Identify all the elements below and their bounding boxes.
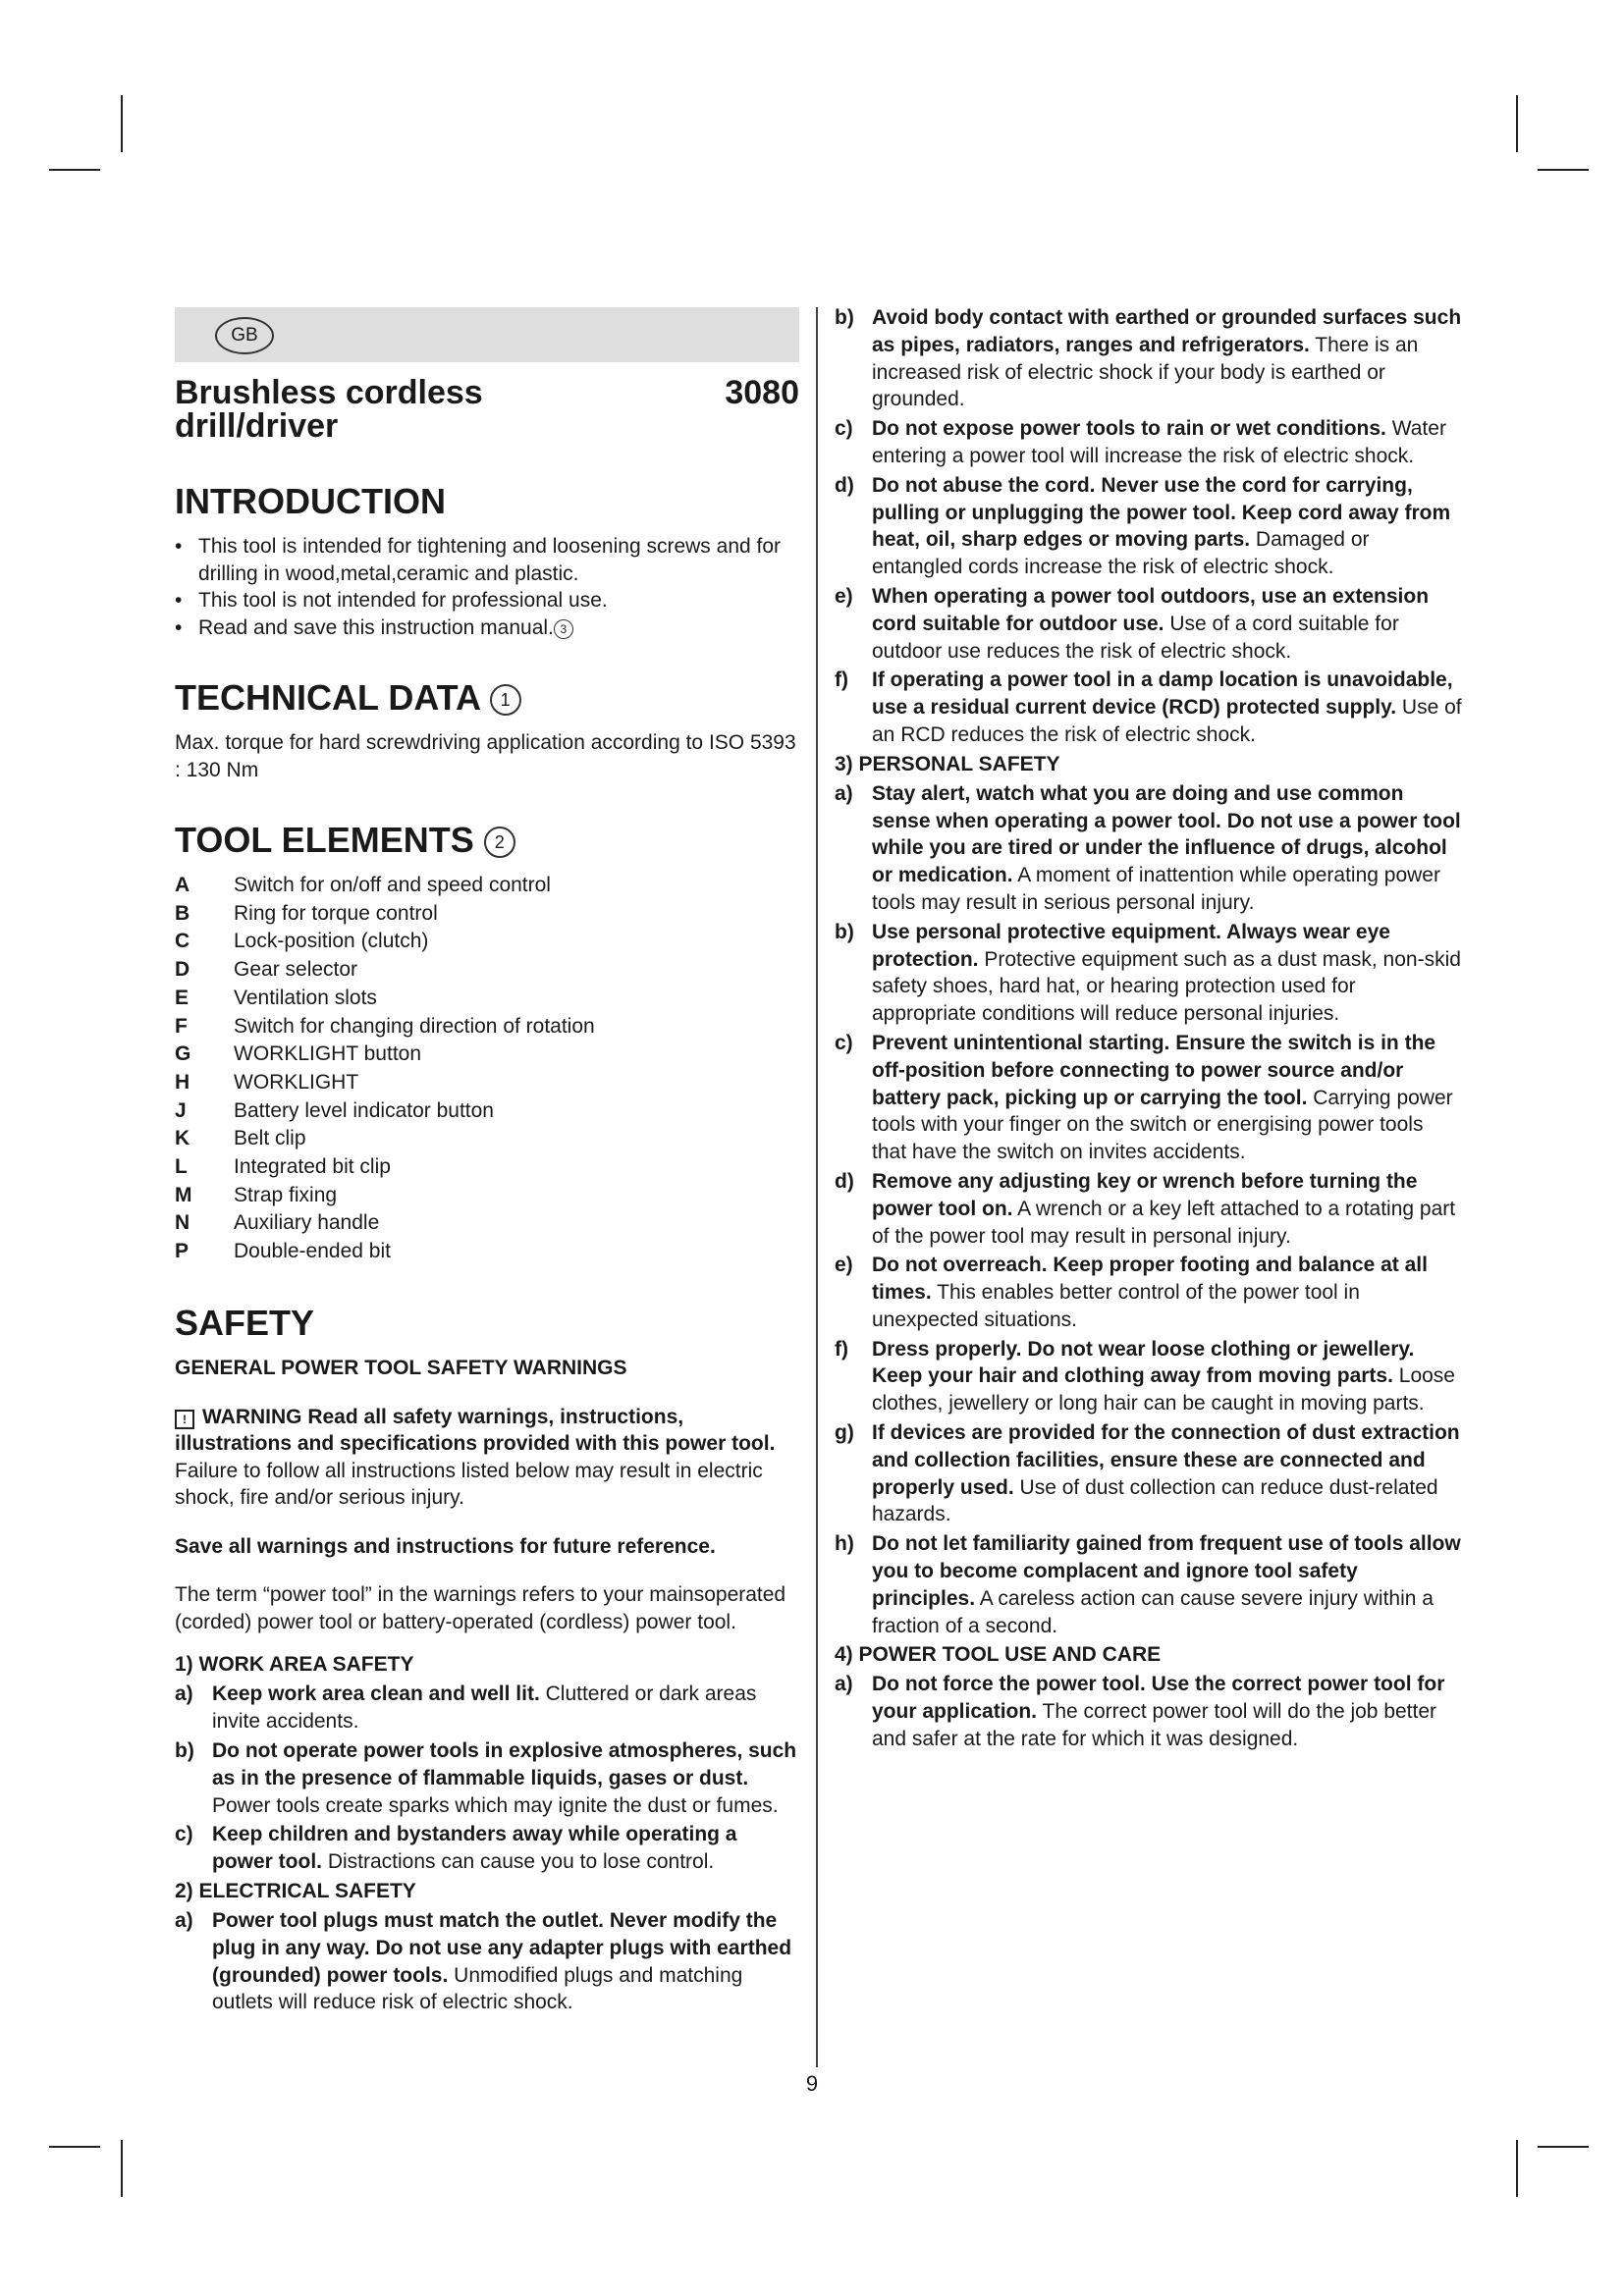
section-heading: 2) ELECTRICAL SAFETY <box>175 1879 416 1902</box>
item-text <box>872 780 1463 917</box>
item-label: b) <box>835 920 854 943</box>
item-bold: Do not let familiarity gained from frequent use of tools allow you to become complacent and ignore tool safety principles. <box>872 1532 1461 1610</box>
safety-item <box>835 780 1463 917</box>
item-normal: A careless action can cause severe injury within a fraction of a second. <box>872 1586 1434 1637</box>
safety-subheading: GENERAL POWER TOOL SAFETY WARNINGS <box>175 1356 627 1379</box>
safety-heading: SAFETY <box>175 1302 315 1343</box>
item-normal: Distractions can cause you to lose control. <box>322 1850 715 1874</box>
list-item <box>175 872 799 900</box>
safety-item <box>835 304 1463 413</box>
element-letter: H <box>175 1070 190 1094</box>
item-text <box>212 1681 799 1735</box>
item-label: d) <box>835 1169 854 1193</box>
item-bold: Do not operate power tools in explosive atmospheres, such as in the presence of flammable liquids, gases or dust. <box>212 1738 797 1789</box>
section-heading: 4) POWER TOOL USE AND CARE <box>835 1643 1162 1667</box>
item-normal: This enables better control of the power tool in unexpected situations. <box>872 1281 1360 1331</box>
item-label: f) <box>835 1337 848 1361</box>
safety-item <box>175 1737 799 1819</box>
item-text <box>872 472 1463 581</box>
item-label: e) <box>835 1254 853 1277</box>
element-label: Auxiliary handle <box>234 1211 380 1235</box>
safety-item <box>835 919 1463 1028</box>
safety-item <box>175 1907 799 2016</box>
safety-item <box>835 1168 1463 1250</box>
item-text <box>872 919 1463 1028</box>
safety-item <box>835 415 1463 470</box>
safety-item <box>835 1530 1463 1639</box>
item-text <box>872 1419 1463 1528</box>
element-letter: P <box>175 1240 189 1263</box>
warning-paragraph <box>175 1404 799 1512</box>
list-item <box>175 1153 799 1182</box>
element-letter: C <box>175 930 190 953</box>
item-bold: Keep work area clean and well lit. <box>212 1682 540 1706</box>
element-letter: N <box>175 1211 190 1235</box>
item-normal: Carrying power tools with your finger on the switch or energising power tools that have the switch on invites accidents. <box>872 1086 1453 1164</box>
list-item <box>175 985 799 1013</box>
list-item <box>175 1209 799 1238</box>
item-label: c) <box>835 1031 853 1054</box>
crop-mark <box>1516 2140 1518 2197</box>
item-text <box>872 1671 1463 1752</box>
element-letter: K <box>175 1127 190 1150</box>
list-item <box>175 1125 799 1153</box>
title-line-2: drill/driver <box>175 407 339 445</box>
item-bold: Prevent unintentional starting. Ensure the switch is in the off-position before connecting to power source and/or battery pack, picking up or carrying the tool. <box>872 1031 1436 1109</box>
item-label: a) <box>175 1908 193 1932</box>
warning-icon: ! <box>175 1410 194 1429</box>
item-bold: When operating a power tool outdoors, use an extension cord suitable for outdoor use. <box>872 584 1430 635</box>
item-bold: Remove any adjusting key or wrench before turning the power tool on. <box>872 1169 1418 1220</box>
list-item: • This tool is not intended for professional use. <box>175 587 799 614</box>
elements-heading <box>175 821 799 860</box>
item-bold: Avoid body contact with earthed or grounded surfaces such as pipes, radiators, ranges and refrigerators. <box>872 306 1462 356</box>
list-item: • This tool is intended for tightening and loosening screws and for drilling in wood,metal,ceramic and plastic. <box>175 533 799 587</box>
page-title <box>175 376 799 443</box>
element-label: Lock-position (clutch) <box>234 930 429 953</box>
right-column <box>835 302 1463 1753</box>
safety-item <box>835 667 1463 748</box>
item-normal: Use of dust collection can reduce dust-related hazards. <box>872 1475 1438 1526</box>
title-block <box>175 376 799 443</box>
list-item <box>175 1238 799 1266</box>
item-bold: If operating a power tool in a damp location is unavoidable, use a residual current device (RCD) protected supply. <box>872 668 1453 720</box>
item-bold: Do not force the power tool. Use the correct power tool for your application. <box>872 1673 1445 1724</box>
item-text <box>212 1821 799 1876</box>
item-text <box>872 1530 1463 1639</box>
element-label: Strap fixing <box>234 1183 338 1206</box>
model-number: 3080 <box>725 374 799 411</box>
item-normal: Use of an RCD reduces the risk of electric shock. <box>872 696 1462 746</box>
element-label: Gear selector <box>234 958 358 982</box>
item-normal: Unmodified plugs and matching outlets will reduce risk of electric shock. <box>212 1963 743 2014</box>
crop-mark <box>49 169 100 171</box>
item-text <box>872 1336 1463 1417</box>
element-letter: G <box>175 1042 191 1066</box>
item-label: g) <box>835 1421 854 1445</box>
tool-elements-list <box>175 872 799 1266</box>
intro-heading: INTRODUCTION <box>175 481 446 521</box>
safety-item <box>835 1252 1463 1333</box>
item-text <box>872 667 1463 748</box>
item-normal: Power tools create sparks which may ignite the dust or fumes. <box>212 1793 779 1817</box>
element-label: WORKLIGHT button <box>234 1042 422 1066</box>
item-label: a) <box>835 781 853 805</box>
element-letter: A <box>175 874 190 896</box>
list-item <box>175 614 799 642</box>
item-normal: There is an increased risk of electric shock if your body is earthed or grounded. <box>872 333 1419 411</box>
item-label: a) <box>835 1673 853 1696</box>
crop-mark <box>121 95 123 152</box>
technical-text: Max. torque for hard screwdriving application according to ISO 5393 : 130 Nm <box>175 731 796 781</box>
crop-mark <box>49 2146 100 2148</box>
element-label: Ventilation slots <box>234 986 377 1009</box>
item-bold: Dress properly. Do not wear loose clothing or jewellery. Keep your hair and clothing away from moving parts. <box>872 1337 1415 1388</box>
item-normal: Cluttered or dark areas invite accidents. <box>212 1682 757 1734</box>
item-label: a) <box>175 1682 193 1706</box>
list-item <box>175 900 799 929</box>
element-label: Switch for on/off and speed control <box>234 874 551 896</box>
element-label: Ring for torque control <box>234 901 438 925</box>
section-heading: 3) PERSONAL SAFETY <box>835 752 1060 775</box>
item-bold: Use personal protective equipment. Always wear eye protection. <box>872 920 1390 971</box>
safety-item <box>835 1419 1463 1528</box>
element-letter: D <box>175 958 190 982</box>
item-bold: Do not abuse the cord. Never use the cord for carrying, pulling or unplugging the power tool. Keep cord away from heat, oil, sharp edges or moving parts. <box>872 473 1451 552</box>
item-normal: Damaged or entangled cords increase the risk of electric shock. <box>872 528 1370 579</box>
intro-list <box>175 533 799 641</box>
title-line-1: Brushless cordless <box>175 374 483 411</box>
item-text <box>872 415 1463 470</box>
item-text <box>872 1030 1463 1166</box>
item-text <box>872 1168 1463 1250</box>
item-text <box>872 1252 1463 1333</box>
warning-text: Failure to follow all instructions listed below may result in electric shock, fire and/or serious injury. <box>175 1459 763 1510</box>
item-normal: Water entering a power tool will increase the risk of electric shock. <box>872 417 1446 467</box>
item-label: b) <box>835 306 854 329</box>
section-heading: 1) WORK AREA SAFETY <box>175 1653 414 1677</box>
page-number: 9 <box>805 2071 819 2096</box>
item-label: f) <box>835 668 848 692</box>
language-bar <box>175 307 799 362</box>
list-item <box>175 956 799 985</box>
list-item <box>175 1013 799 1041</box>
language-badge: GB <box>215 317 274 354</box>
safety-item <box>175 1821 799 1876</box>
item-normal: The correct power tool will do the job better and safer at the rate for which it was designed. <box>872 1700 1437 1751</box>
item-normal: A wrench or a key left attached to a rotating part of the power tool may result in personal injury. <box>872 1197 1456 1248</box>
list-item <box>175 928 799 956</box>
item-normal: Loose clothes, jewellery or long hair can be caught in moving parts. <box>872 1364 1455 1415</box>
element-label: Belt clip <box>234 1127 306 1150</box>
item-text <box>872 583 1463 665</box>
element-label: Switch for changing direction of rotation <box>234 1014 595 1038</box>
list-item <box>175 1182 799 1210</box>
element-letter: F <box>175 1014 188 1038</box>
item-bold: Keep children and bystanders away while operating a power tool. <box>212 1823 737 1874</box>
figure-ref-icon: 3 <box>554 619 573 639</box>
column-divider <box>816 307 818 2067</box>
item-label: b) <box>175 1738 194 1762</box>
item-label: d) <box>835 473 854 497</box>
item-text <box>212 1907 799 2016</box>
crop-mark <box>1516 95 1518 152</box>
item-label: e) <box>835 584 853 608</box>
crop-mark <box>121 2140 123 2197</box>
list-item <box>175 1069 799 1097</box>
left-column <box>175 307 799 2016</box>
item-label: c) <box>835 417 853 441</box>
element-letter: J <box>175 1098 187 1122</box>
item-bold: If devices are provided for the connection of dust extraction and collection facilities, ensure these are connected and properly used. <box>872 1421 1460 1499</box>
term-paragraph: The term “power tool” in the warnings refers to your mainsoperated (corded) power tool or battery-operated (cordless) power tool. <box>175 1583 786 1633</box>
figure-ref-icon: 2 <box>484 827 515 858</box>
technical-heading <box>175 678 799 718</box>
element-letter: M <box>175 1183 192 1206</box>
crop-mark <box>1538 2146 1589 2148</box>
item-text <box>212 1737 799 1819</box>
item-normal: Protective equipment such as a dust mask, non-skid safety shoes, hard hat, or hearing protection used for appropriate conditions will reduce personal injuries. <box>872 947 1461 1026</box>
item-label: h) <box>835 1532 854 1556</box>
item-normal: Use of a cord suitable for outdoor use reduces the risk of electric shock. <box>872 612 1399 663</box>
safety-item <box>835 1030 1463 1166</box>
element-letter: B <box>175 901 190 925</box>
element-letter: L <box>175 1155 188 1179</box>
item-bold: Do not overreach. Keep proper footing and balance at all times. <box>872 1254 1428 1305</box>
save-paragraph <box>175 1533 799 1561</box>
item-bold: Do not expose power tools to rain or wet conditions. <box>872 417 1386 441</box>
safety-item <box>835 472 1463 581</box>
element-label: WORKLIGHT <box>234 1070 359 1094</box>
element-label: Double-ended bit <box>234 1240 391 1263</box>
item-label: c) <box>175 1823 193 1846</box>
save-text: Save all warnings and instructions for future reference. <box>175 1534 716 1558</box>
item-bold: Stay alert, watch what you are doing and use common sense when operating a power tool. Do not use a power tool while you are tired or under the influence of drugs, alcohol or medication. <box>872 781 1461 887</box>
element-label: Battery level indicator button <box>234 1098 494 1122</box>
safety-item <box>835 1336 1463 1417</box>
item-bold: Power tool plugs must match the outlet. Never modify the plug in any way. Do not use any adapter plugs with earthed (grounded) power tools. <box>212 1908 792 1987</box>
figure-ref-icon: 1 <box>490 684 521 716</box>
left-safety-sections <box>175 1651 799 2016</box>
list-item <box>175 1097 799 1126</box>
list-item <box>175 1041 799 1069</box>
item-normal: A moment of inattention while operating power tools may result in serious personal injury. <box>872 864 1440 914</box>
crop-mark <box>1538 169 1589 171</box>
item-text <box>872 304 1463 413</box>
elements-heading-text: TOOL ELEMENTS <box>175 820 474 860</box>
technical-heading-text: TECHNICAL DATA <box>175 677 480 718</box>
safety-item <box>175 1681 799 1735</box>
list-item-text: Read and save this instruction manual. <box>198 615 554 639</box>
safety-item <box>835 1671 1463 1752</box>
element-letter: E <box>175 986 189 1009</box>
warning-bold-text: WARNING Read all safety warnings, instructions, illustrations and specifications provided with this power tool. <box>175 1405 776 1456</box>
element-label: Integrated bit clip <box>234 1155 391 1179</box>
safety-item <box>835 583 1463 665</box>
